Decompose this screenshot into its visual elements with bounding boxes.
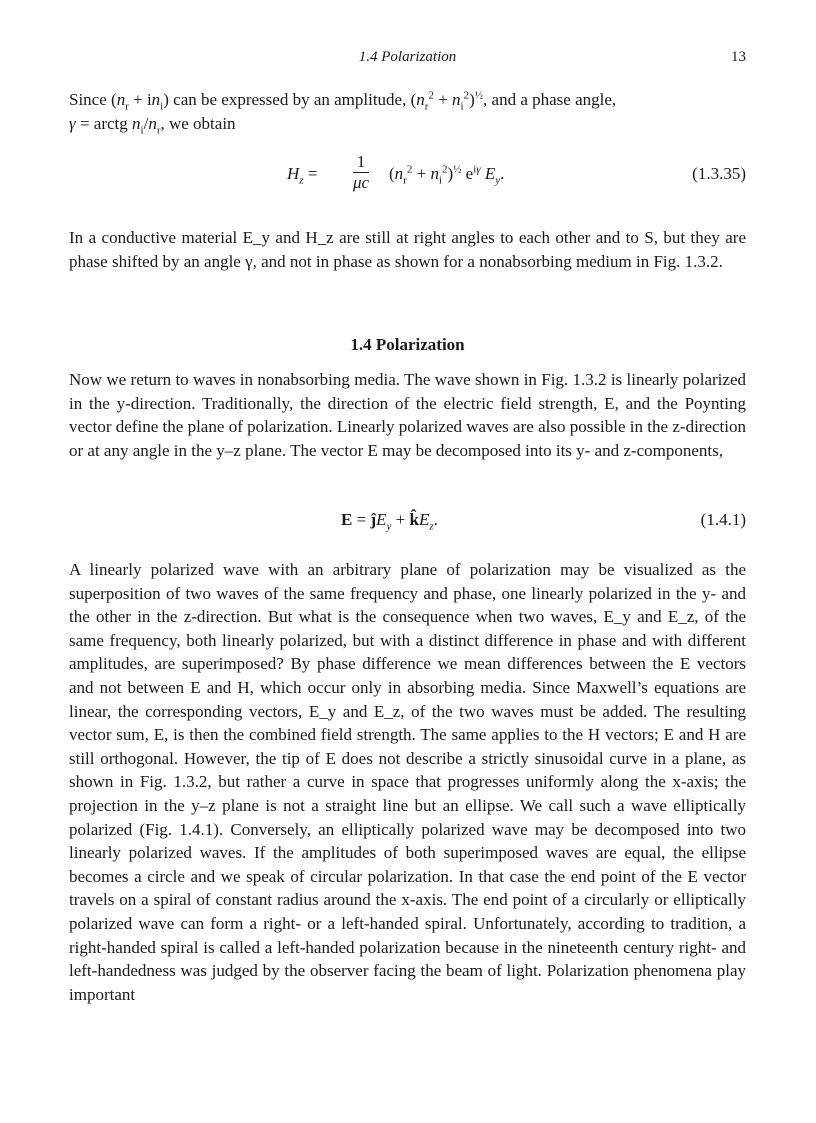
para1-line2: we obtain bbox=[168, 113, 236, 133]
running-header bbox=[69, 49, 746, 69]
paragraph-4-text: A linearly polarized wave with an arbitrary plane of polarization may be visualized as the superposition of two waves of the same frequency and phase, one linearly polarized in the y- and the other in the z-direction. But what is the consequence when two waves, E_y and E_z, of the same frequency, both linearly polarized, but with a distinct difference in phase and with different amplitudes, are superimposed? By phase difference we mean differences between the E vectors and not between E and H, which occur only in absorbing media. Since Maxwell’s equations are linear, the corresponding vectors, E_y and E_z, of the two waves must be added. The resulting vector sum, E, is then the combined field strength. The same applies to the H vectors; E and H are still orthogonal. However, the tip of E does not describe a strictly sinusoidal curve in a plane, as shown in Fig. 1.3.2, but rather a curve in space that progresses uniformly along the x-axis; the projection in the y–z plane is not a straight line but an ellipse. We call such a wave elliptically polarized (Fig. 1.4.1). Conversely, an elliptically polarized wave may be decomposed into two linearly polarized waves. If the amplitudes of both superimposed waves are equal, the ellipse becomes a circle and we speak of circular polarization. In that case the end point of the E vector travels on a spiral of constant radius around the x-axis. The end point of a circularly or elliptically polarized wave can form a right- or a left-handed spiral. Unfortunately, according to tradition, a right-handed spiral is called a left-handed polarization because in the nineteenth century right- and left-handedness was judged by the observer facing the beam of light. Polarization phenomena play important bbox=[69, 560, 746, 1004]
page-number: 13 bbox=[731, 49, 746, 65]
equation-label: (1.4.1) bbox=[700, 510, 746, 529]
paragraph-3 bbox=[69, 368, 746, 462]
paragraph-1: Since $(n_r + in_i)$ can be expressed by an amplitude, $(n_r^2 + n_i^2)^{\frac{1}{2}}$, and a phase angle, γ = arctg $n_i/n_r$, we obtain bbox=[69, 89, 617, 136]
para1-text: can be expressed by an amplitude, bbox=[173, 90, 407, 109]
equation-1-4-1: $E = ĵE_y$ + $k̂E_z$. (1.4.1) bbox=[341, 510, 746, 533]
paragraph-2-text: In a conductive material E_y and H_z are still at right angles to each other and to S, but they are phase shifted by an angle γ, and not in phase as shown for a nonabsorbing medium in Fig. 1.3.2. bbox=[69, 228, 746, 271]
paragraph-2 bbox=[69, 226, 746, 273]
paragraph-3-text: Now we return to waves in nonabsorbing media. The wave shown in Fig. 1.3.2 is linearly polarized in the y-direction. Traditionally, the direction of the electric field strength, E, and the Poynting vector define the plane of polarization. Linearly polarized waves are also possible in the z-direction or at any angle in the y–z plane. The vector E may be decomposed into its y- and z-components, bbox=[69, 370, 746, 460]
equation-label: (1.3.35) bbox=[692, 164, 746, 183]
equation-1-3-35: $H_z$ = $\frac{1}{\mu c}$ $(n_r^2 + n_i^2)^{\frac{1}{2}}$ $e^{i\gamma}$ $E_y$. (1.3.35) bbox=[287, 152, 746, 192]
running-title: 1.4 Polarization bbox=[358, 49, 457, 65]
paragraph-4 bbox=[69, 558, 746, 1006]
section-heading: 1.4 Polarization bbox=[350, 335, 465, 354]
